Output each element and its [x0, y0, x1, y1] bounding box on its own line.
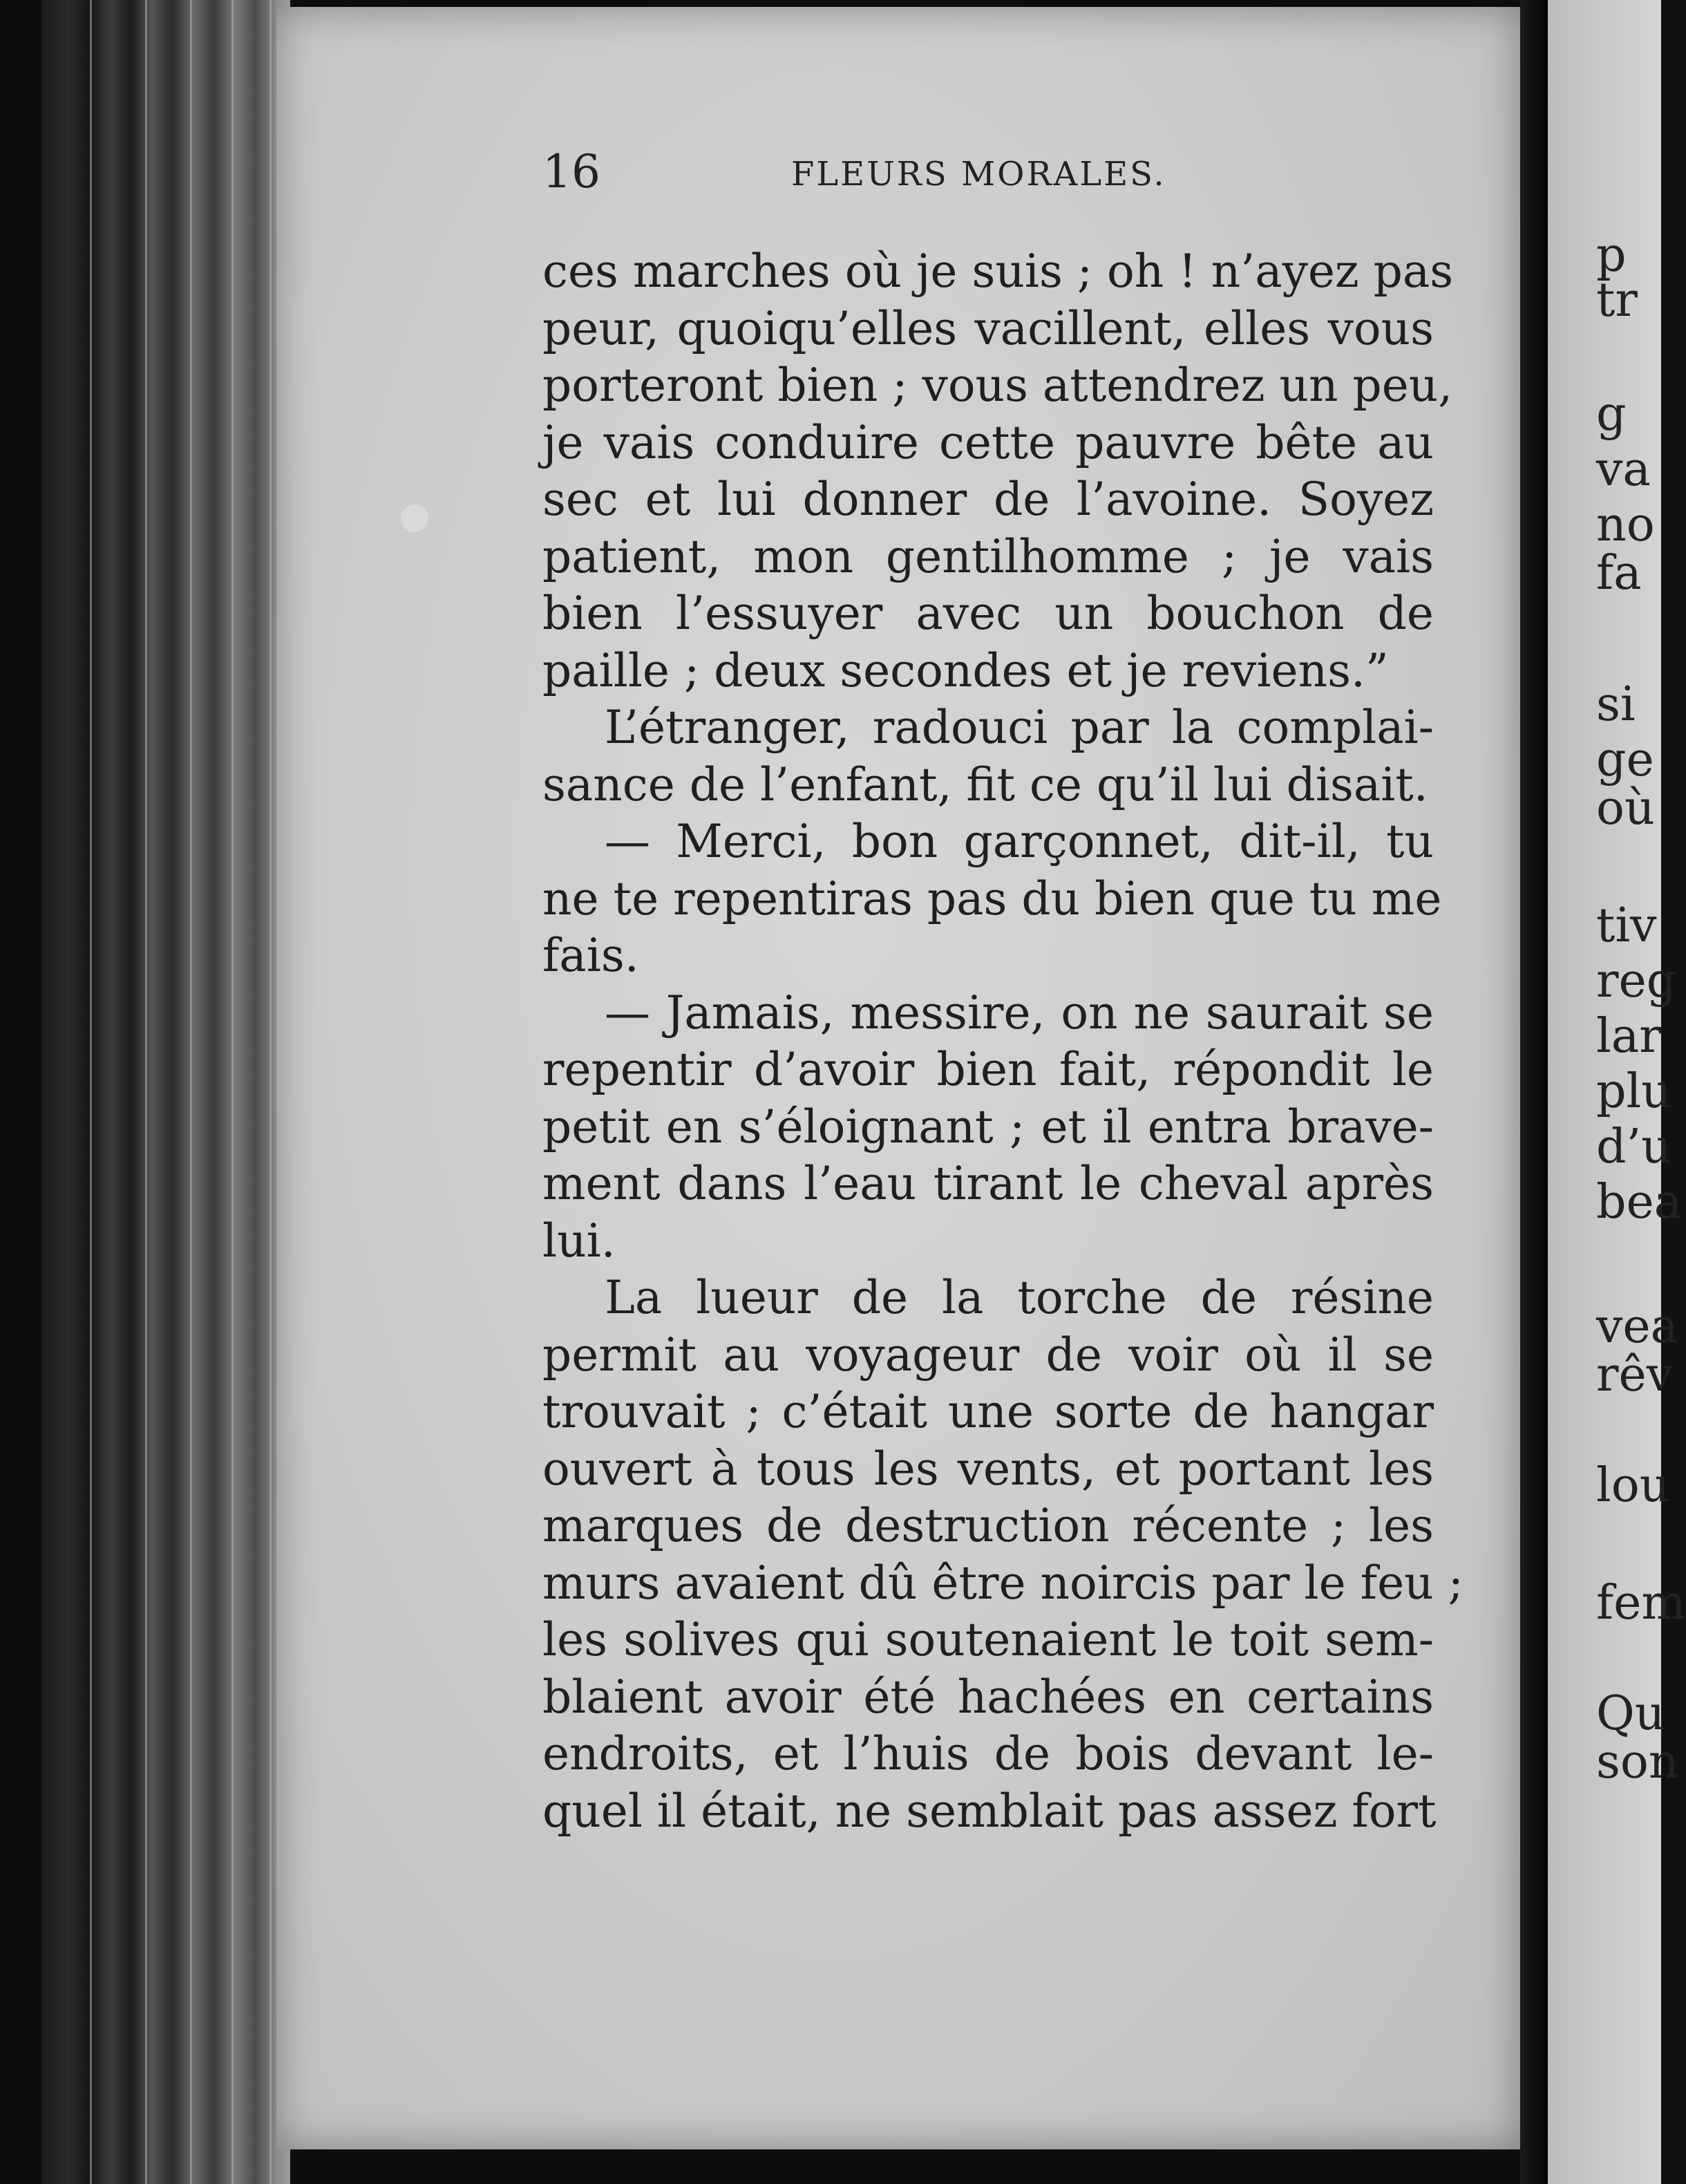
facing-page-fragment: son: [1596, 1735, 1679, 1789]
facing-page-fragment: fa: [1596, 546, 1642, 601]
text-line: peur, quoiqu’elles vacillent, elles vous: [542, 301, 1434, 355]
facing-page-fragment: p: [1596, 228, 1627, 283]
text-line: permit au voyageur de voir où il se: [542, 1328, 1434, 1382]
text-line: La lueur de la torche de résine: [605, 1271, 1434, 1324]
leaf-edge: [269, 0, 272, 2184]
text-line: — Merci, bon garçonnet, dit-il, tu: [605, 815, 1434, 868]
facing-page-edge: [1548, 0, 1686, 2184]
text-line: — Jamais, messire, on ne saurait se: [605, 986, 1434, 1039]
text-line: ces marches où je suis ; oh ! n’ayez pas: [542, 245, 1454, 298]
facing-page-fragment: reg: [1596, 954, 1677, 1008]
book-gutter: [1520, 0, 1548, 2184]
text-line: les solives qui soutenaient le toit sem-: [542, 1613, 1434, 1666]
facing-page-fragment: Qu: [1596, 1686, 1665, 1741]
facing-page-fragment: lou: [1596, 1458, 1670, 1513]
facing-page-fragment: fem: [1596, 1576, 1686, 1630]
facing-page-fragment: g: [1596, 387, 1627, 442]
leaf-edge: [190, 0, 192, 2184]
text-line: paille ; deux secondes et je reviens.”: [542, 643, 1389, 697]
facing-page-fragment: tr: [1596, 273, 1638, 328]
text-line: blaient avoir été hachées en certains: [542, 1670, 1434, 1724]
page-stack-edges: [41, 0, 290, 2184]
text-line: ment dans l’eau tirant le cheval après: [542, 1157, 1434, 1210]
facing-page-fragment: no: [1596, 498, 1655, 552]
text-line: je vais conduire cette pauvre bête au: [542, 415, 1434, 469]
paper-blemish: [401, 505, 428, 532]
text-line: petit en s’éloignant ; et il entra brave-: [542, 1100, 1434, 1154]
text-line: ouvert à tous les vents, et portant les: [542, 1442, 1434, 1496]
facing-page-fragment: si: [1596, 677, 1636, 732]
text-line: bien l’essuyer avec un bouchon de: [542, 587, 1434, 640]
running-title: FLEURS MORALES.: [791, 155, 1166, 194]
text-line: L’étranger, radouci par la complai-: [605, 701, 1434, 754]
leaf-edge: [231, 0, 234, 2184]
leaf-edge: [90, 0, 92, 2184]
running-head: [542, 145, 1441, 200]
facing-page-fragment: plu: [1596, 1064, 1672, 1119]
text-line: porteront bien ; vous attendrez un peu,: [542, 359, 1453, 412]
leaf-edge: [145, 0, 147, 2184]
text-line: repentir d’avoir bien fait, répondit le: [542, 1043, 1434, 1096]
text-line: lui.: [542, 1214, 616, 1268]
facing-page-fragment: ge: [1596, 733, 1654, 787]
body-text: [542, 243, 1464, 1840]
text-line: sance de l’enfant, fit ce qu’il lui disait.: [542, 757, 1428, 811]
text-line: ne te repentiras pas du bien que tu me: [542, 872, 1442, 925]
text-line: quel il était, ne semblait pas assez fort: [542, 1784, 1437, 1838]
facing-page-fragment: où: [1596, 781, 1655, 836]
page-number: 16: [542, 145, 600, 198]
facing-page-fragment: rêv: [1596, 1348, 1674, 1402]
text-line: patient, mon gentilhomme ; je vais: [542, 529, 1434, 583]
facing-page-fragment: d’u: [1596, 1120, 1671, 1174]
facing-page-fragment: bea: [1596, 1175, 1683, 1230]
facing-page-fragment: vea: [1596, 1299, 1679, 1354]
text-line: marques de destruction récente ; les: [542, 1499, 1434, 1552]
text-line: endroits, et l’huis de bois devant le-: [542, 1727, 1434, 1780]
facing-page-fragment: tiv: [1596, 898, 1657, 953]
text-line: fais.: [542, 929, 639, 982]
text-line: trouvait ; c’était une sorte de hangar: [542, 1385, 1434, 1438]
facing-page-fragment: va: [1596, 442, 1651, 497]
text-line: sec et lui donner de l’avoine. Soyez: [542, 473, 1434, 526]
facing-page-fragment: lar: [1596, 1009, 1662, 1064]
text-line: murs avaient dû être noircis par le feu ;: [542, 1556, 1464, 1610]
